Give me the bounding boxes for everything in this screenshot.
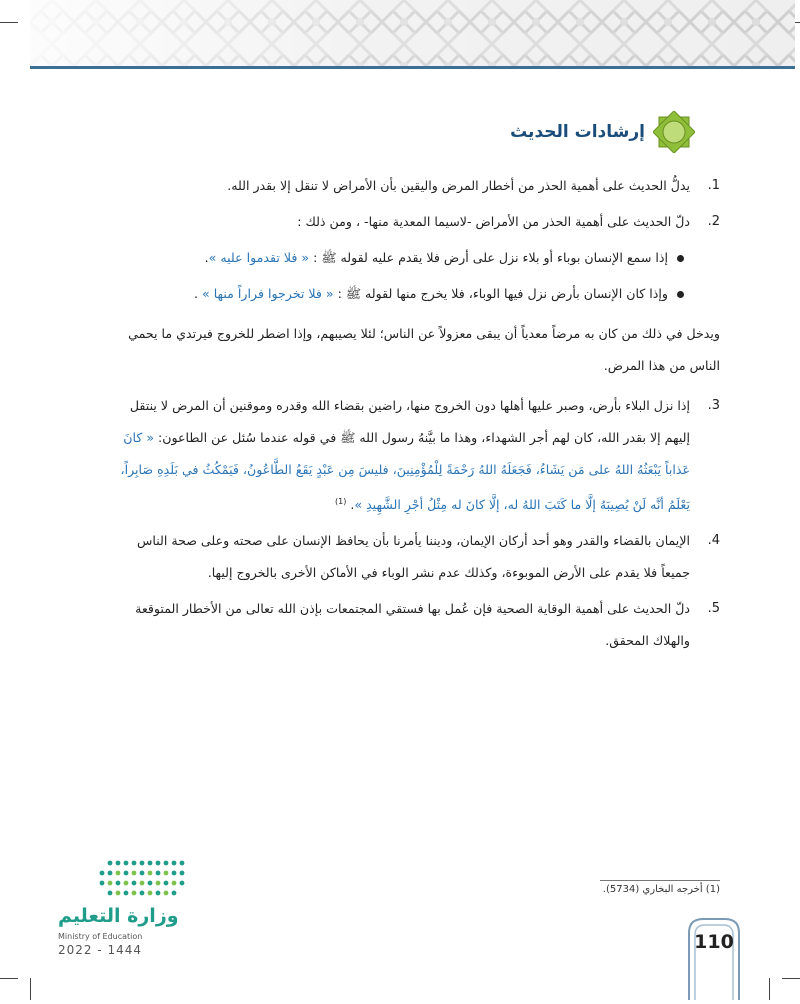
bullet-item [110,242,720,274]
section-heading [510,112,695,152]
bullet-text: وإذا كان الإنسان بأرض نزل فيها الوباء، فلا يخرج منها لقوله ﷺ : [333,286,668,301]
list-item [110,525,720,589]
content-body [110,170,720,661]
header-rule [30,66,795,69]
header-pattern-band [30,0,795,66]
list-item [110,593,720,657]
bullet-icon [677,255,684,262]
item-end: . [350,497,355,513]
crop-mark [769,978,770,1000]
list-item [110,390,720,521]
list-item [110,170,720,202]
ministry-logo [50,855,210,965]
item-text: دلّ الحديث على أهمية الوقاية الصحية فإن عُمل بها فستقي المجتمعات بإذن الله تعالى من الأخطار المتوقعة والهلاك المحقق. [135,601,690,649]
page-number-tab [685,915,743,1000]
item-number: .3 [707,398,720,413]
crop-mark [30,978,31,1000]
hadith-quote: « كانَ عَذاباً يَبْعَثُهُ اللهُ على مَن يَشَاءُ، فَجَعَلَهُ اللهُ رَحْمَةً لِلْمُؤْمِنِينَ، فليسَ مِن عَبْدٍ يَقَعُ الطَّاعُونُ، فَيَمْكُثُ في بَلَدِهِ صَابِراً، يَعْلَمُ أنَّه لَنْ يُصِيبَهُ إلَّا ما كَتَبَ اللهُ له، إلَّا كانَ له مِثْلُ أجْرِ الشَّهِيدِ » [120,430,690,513]
section-title: إرشادات الحديث [510,122,645,142]
item-text: الإيمان بالقضاء والقدر وهو أحد أركان الإيمان، وديننا يأمرنا بأن يحافظ الإنسان على صحته وعلى صحة الناس جميعاً فلا يقدم على الأرض الموبوءة، وكذلك عدم نشر الوباء في الأماكن الأخرى بالخروج إليها. [136,533,690,581]
ministry-dots-icon [50,855,190,903]
crop-mark [782,978,800,979]
item-number: .1 [707,178,720,193]
bullet-end: . [194,286,203,301]
crop-mark [0,22,18,23]
hadith-quote: « فلا تخرجوا فراراً منها » [202,286,334,301]
footnote-ref: (1) [334,497,347,506]
bullet-item [110,278,720,310]
paragraph: ويدخل في ذلك من كان به مرضاً معدياً أن يبقى معزولاً عن الناس؛ لئلا يصيبهم، وإذا اضطر للخروج فيرتدي ما يحمي الناس من هذا المرض. [128,326,720,373]
item-number: .5 [707,601,720,617]
ministry-year: 2022 - 1444 [58,943,143,957]
bullet-icon [677,291,684,298]
crop-mark [0,978,18,979]
ministry-name-en: Ministry of Education [58,932,143,941]
bullet-end: . [204,250,209,265]
item-number: .4 [707,533,720,549]
footnote-rule [600,880,720,881]
item-text: دلّ الحديث على أهمية الحذر من الأمراض -لاسيما المعدية منها- ، ومن ذلك : [297,214,690,229]
footnote: (1) أخرجه البخاري (5734). [602,884,720,895]
hadith-quote: « فلا تقدموا عليه » [208,250,310,265]
heading-badge-icon [653,111,695,153]
item-text: يدلُّ الحديث على أهمية الحذر من أخطار المرض واليقين بأن الأمراض لا تنقل إلا بقدر الله. [227,178,690,193]
ministry-name-ar: وزارة التعليم [58,905,179,927]
item-text: إذا نزل البلاء بأرض، وصبر عليها أهلها دون الخروج منها، راضين بقضاء الله وقدره وموقنين أن المرض لا ينتقل إليهم إلا بقدر الله، كان لهم أجر الشهداء، وهذا ما بيَّنهُ رسول الله ﷺ في قوله عندما سُئل عن الطاعون: [129,398,690,445]
item-number: .2 [707,214,720,229]
bullet-text: إذا سمع الإنسان بوباء أو بلاء نزل على أرض فلا يقدم عليه لقوله ﷺ : [309,250,668,265]
list-item [110,206,720,238]
page-number: 110 [694,931,734,953]
